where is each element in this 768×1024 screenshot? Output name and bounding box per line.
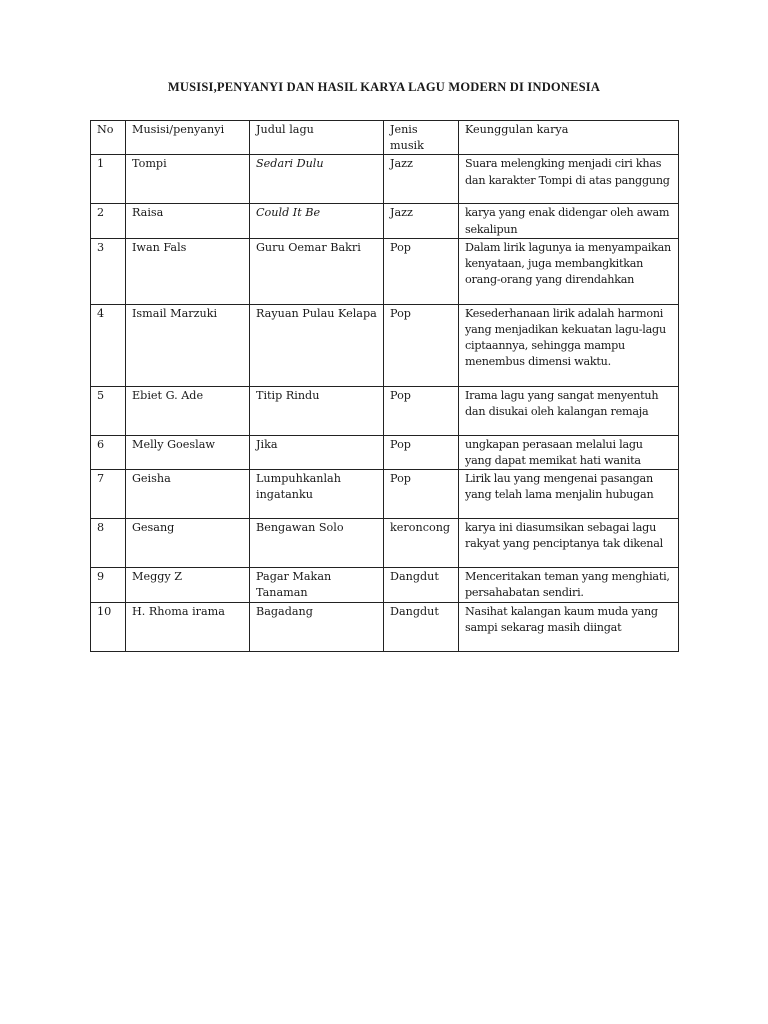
cell-musisi: Tompi [126,155,250,204]
cell-judul: Lumpuhkanlah ingatanku [250,470,384,519]
table-row [91,204,679,238]
cell-judul: Sedari Dulu [250,155,384,204]
table-row [91,155,679,204]
table-row [91,238,679,304]
cell-keunggulan: Lirik lau yang mengenai pasangan yang telah lama menjalin hubugan [459,470,679,519]
cell-keunggulan: Suara melengking menjadi ciri khas dan karakter Tompi di atas panggung [459,155,679,204]
cell-no: 9 [91,568,126,602]
cell-judul: Could It Be [250,204,384,238]
table-row [91,470,679,519]
cell-no: 5 [91,386,126,435]
cell-musisi: Geisha [126,470,250,519]
cell-no: 2 [91,204,126,238]
cell-keunggulan: karya yang enak didengar oleh awam sekalipun [459,204,679,238]
cell-no: 4 [91,304,126,386]
cell-keunggulan: Menceritakan teman yang menghiati, persahabatan sendiri. [459,568,679,602]
cell-jenis: Pop [384,470,459,519]
cell-no: 1 [91,155,126,204]
cell-jenis: Pop [384,435,459,469]
cell-musisi: Ismail Marzuki [126,304,250,386]
cell-musisi: H. Rhoma irama [126,602,250,651]
cell-no: 8 [91,519,126,568]
cell-musisi: Raisa [126,204,250,238]
document-title: MUSISI,PENYANYI DAN HASIL KARYA LAGU MODERN DI INDONESIA [167,80,601,94]
cell-no: 3 [91,238,126,304]
cell-judul: Jika [250,435,384,469]
table-row [91,386,679,435]
table-row [91,435,679,469]
cell-judul: Guru Oemar Bakri [250,238,384,304]
musician-table [90,120,679,652]
cell-keunggulan: Nasihat kalangan kaum muda yang sampi sekarag masih diingat [459,602,679,651]
header-jenis: Jenis musik [384,121,459,155]
cell-keunggulan: ungkapan perasaan melalui lagu yang dapat memikat hati wanita [459,435,679,469]
cell-jenis: Pop [384,238,459,304]
cell-jenis: Jazz [384,204,459,238]
cell-musisi: Iwan Fals [126,238,250,304]
cell-judul: Titip Rindu [250,386,384,435]
cell-judul: Pagar Makan Tanaman [250,568,384,602]
cell-no: 6 [91,435,126,469]
cell-no: 7 [91,470,126,519]
cell-keunggulan: karya ini diasumsikan sebagai lagu rakyat yang penciptanya tak dikenal [459,519,679,568]
cell-judul: Rayuan Pulau Kelapa [250,304,384,386]
cell-jenis: Dangdut [384,568,459,602]
table-row [91,519,679,568]
cell-judul: Bengawan Solo [250,519,384,568]
cell-keunggulan: Dalam lirik lagunya ia menyampaikan kenyataan, juga membangkitkan orang-orang yang direndahkan [459,238,679,304]
cell-jenis: keroncong [384,519,459,568]
cell-no: 10 [91,602,126,651]
table-row [91,568,679,602]
cell-musisi: Gesang [126,519,250,568]
cell-musisi: Meggy Z [126,568,250,602]
header-judul: Judul lagu [250,121,384,155]
cell-musisi: Melly Goeslaw [126,435,250,469]
cell-judul: Bagadang [250,602,384,651]
cell-keunggulan: Irama lagu yang sangat menyentuh dan disukai oleh kalangan remaja [459,386,679,435]
cell-jenis: Pop [384,386,459,435]
header-keunggulan: Keunggulan karya [459,121,679,155]
table-row [91,304,679,386]
table-row [91,602,679,651]
cell-jenis: Jazz [384,155,459,204]
cell-jenis: Pop [384,304,459,386]
cell-jenis: Dangdut [384,602,459,651]
table-header-row [91,121,679,155]
cell-keunggulan: Kesederhanaan lirik adalah harmoni yang menjadikan kekuatan lagu-lagu ciptaannya, sehingga mampu menembus dimensi waktu. [459,304,679,386]
header-musisi: Musisi/penyanyi [126,121,250,155]
cell-musisi: Ebiet G. Ade [126,386,250,435]
header-no: No [91,121,126,155]
